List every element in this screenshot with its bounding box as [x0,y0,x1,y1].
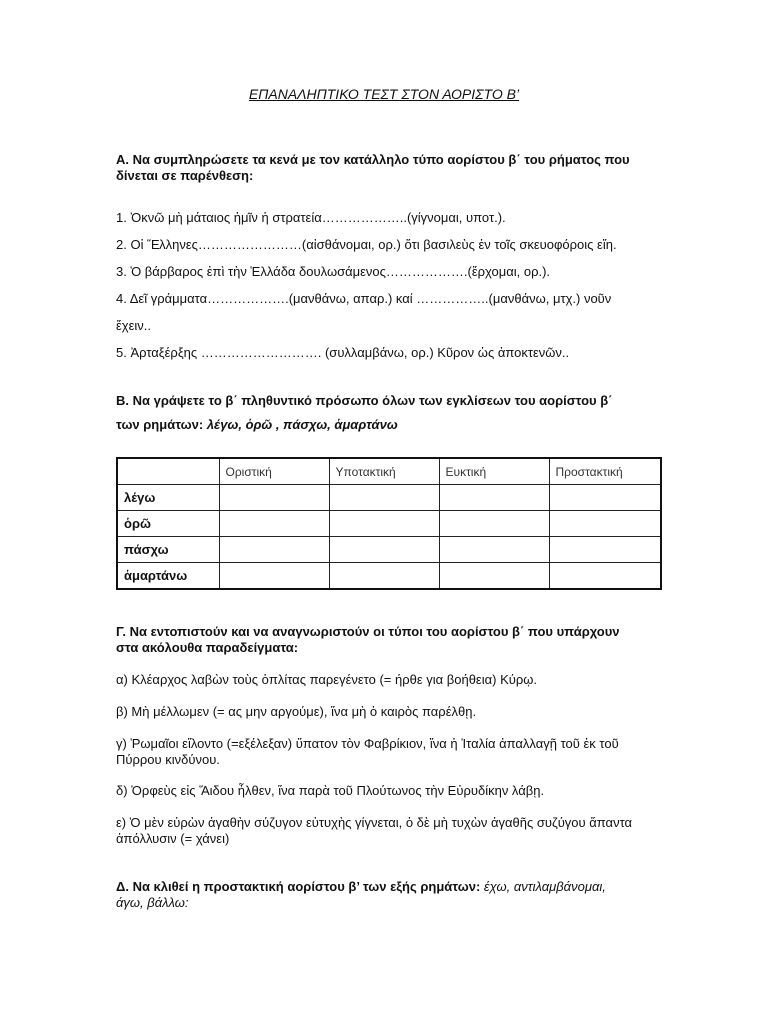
section-b-heading-line1: Β. Να γράψετε το β΄ πληθυντικό πρόσωπο όλων των εγκλίσεων του αορίστου β΄ [116,393,613,408]
section-a-heading-line1: Α. Να συμπληρώσετε τα κενά με τον κατάλληλο τύπο αορίστου β΄ του ρήματος που [116,152,630,167]
table-answer-cell[interactable] [549,563,661,590]
table-answer-cell[interactable] [219,537,329,563]
section-b-verbs: λέγω, ὁρῶ , πάσχω, ἁμαρτάνω [206,417,398,432]
table-row-head: πάσχω [117,537,219,563]
section-c-item-c-cont: Πύρρου κινδύνου. [116,752,220,767]
table-row-head: λέγω [117,485,219,511]
section-d-heading-line1 [116,879,606,894]
section-c-heading-line1: Γ. Να εντοπιστούν και να αναγνωριστούν οι τύποι του αορίστου β΄ που υπάρχουν [116,624,620,639]
table-row [117,563,661,590]
section-c-item-c: γ) Ῥωμαῖοι εἵλοντο (=εξέλεξαν) ὕπατον τὸν Φαβρίκιον, ἵνα ἡ Ἰταλία ἀπαλλαγῇ τοῦ ἐκ τοῦ [116,736,619,751]
section-b-heading-prefix: των ρημάτων: [116,417,204,432]
table-header-row [117,458,661,485]
table-row [117,485,661,511]
section-a-item-4-cont: ἔχειν.. [116,318,152,333]
table-answer-cell[interactable] [329,485,439,511]
page-title: ΕΠΑΝΑΛΗΠΤΙΚΟ ΤΕΣΤ ΣΤΟΝ ΑΟΡΙΣΤΟ Β’ [248,86,520,102]
table-answer-cell[interactable] [329,563,439,590]
section-c-item-a: α) Κλέαρχος λαβὼν τοὺς ὁπλίτας παρεγένετο (= ήρθε για βοήθεια) Κύρῳ. [116,672,538,687]
section-c-item-e-cont: ἀπόλλυσιν (= χάνει) [116,831,230,846]
section-a-item-3: 3. Ὁ βάρβαρος ἐπὶ τὴν Ἑλλάδα δουλωσάμενος……………….(ἔρχομαι, ορ.). [116,264,551,279]
section-b-heading-line2 [116,417,398,432]
table-answer-cell[interactable] [219,485,329,511]
table-answer-cell[interactable] [329,537,439,563]
section-a-heading-line2: δίνεται σε παρένθεση: [116,168,254,183]
table-header-cell: Οριστική [219,458,329,485]
section-c-item-d: δ) Ὀρφεὺς εἰς Ἅιδου ἦλθεν, ἵνα παρὰ τοῦ Πλούτωνος τὴν Εὐρυδίκην λάβῃ. [116,783,545,798]
table-answer-cell[interactable] [549,511,661,537]
table-answer-cell[interactable] [439,485,549,511]
section-c-item-b: β) Μὴ μέλλωμεν (= ας μην αργούμε), ἵνα μὴ ὁ καιρὸς παρέλθῃ. [116,704,477,719]
table-answer-cell[interactable] [219,511,329,537]
table-header-cell: Ευκτική [439,458,549,485]
section-d-verbs-1: έχω, αντιλαμβάνομαι, [483,879,606,894]
table-header-cell [117,458,219,485]
table-answer-cell[interactable] [219,563,329,590]
table-row [117,537,661,563]
table-answer-cell[interactable] [439,511,549,537]
table-answer-cell[interactable] [549,485,661,511]
section-d-heading-prefix: Δ. Να κλιθεί η προστακτική αορίστου β’ των εξής ρημάτων: [116,879,481,894]
section-a-item-2: 2. Οἱ Ἕλληνες……………………(αἰσθάνομαι, ορ.) ὅτι βασιλεὺς ἐν τοῖς σκευοφόροις εἴη. [116,237,617,252]
section-c-item-e: ε) Ὁ μὲν εὑρὼν ἀγαθὴν σύζυγον εὐτυχὴς γίγνεται, ὁ δὲ μὴ τυχὼν ἀγαθῆς συζύγου ἅπαντα [116,815,633,830]
table-row-head: ὁρῶ [117,511,219,537]
section-a-item-4: 4. Δεῖ γράμματα……………….(μανθάνω, απαρ.) καί ……………..(μανθάνω, μτχ.) νοῦν [116,291,612,306]
table-header-cell: Υποτακτική [329,458,439,485]
table-answer-cell[interactable] [439,563,549,590]
table-row [117,511,661,537]
section-d-verbs-2: άγω, βάλλω: [116,895,189,910]
table-answer-cell[interactable] [439,537,549,563]
section-a-item-5: 5. Ἀρταξέρξης ………………………. (συλλαμβάνω, ορ.) Κῦρον ὡς ἀποκτενῶν.. [116,345,570,360]
table-header-cell: Προστακτική [549,458,661,485]
section-a-item-1: 1. Ὀκνῶ μὴ μάταιος ἡμῖν ἡ στρατεία………………..(γίγνομαι, υποτ.). [116,210,506,225]
table-answer-cell[interactable] [549,537,661,563]
table-answer-cell[interactable] [329,511,439,537]
section-c-heading-line2: στα ακόλουθα παραδείγματα: [116,640,299,655]
table-row-head: ἁμαρτάνω [117,563,219,590]
aorist-moods-table [116,457,662,590]
